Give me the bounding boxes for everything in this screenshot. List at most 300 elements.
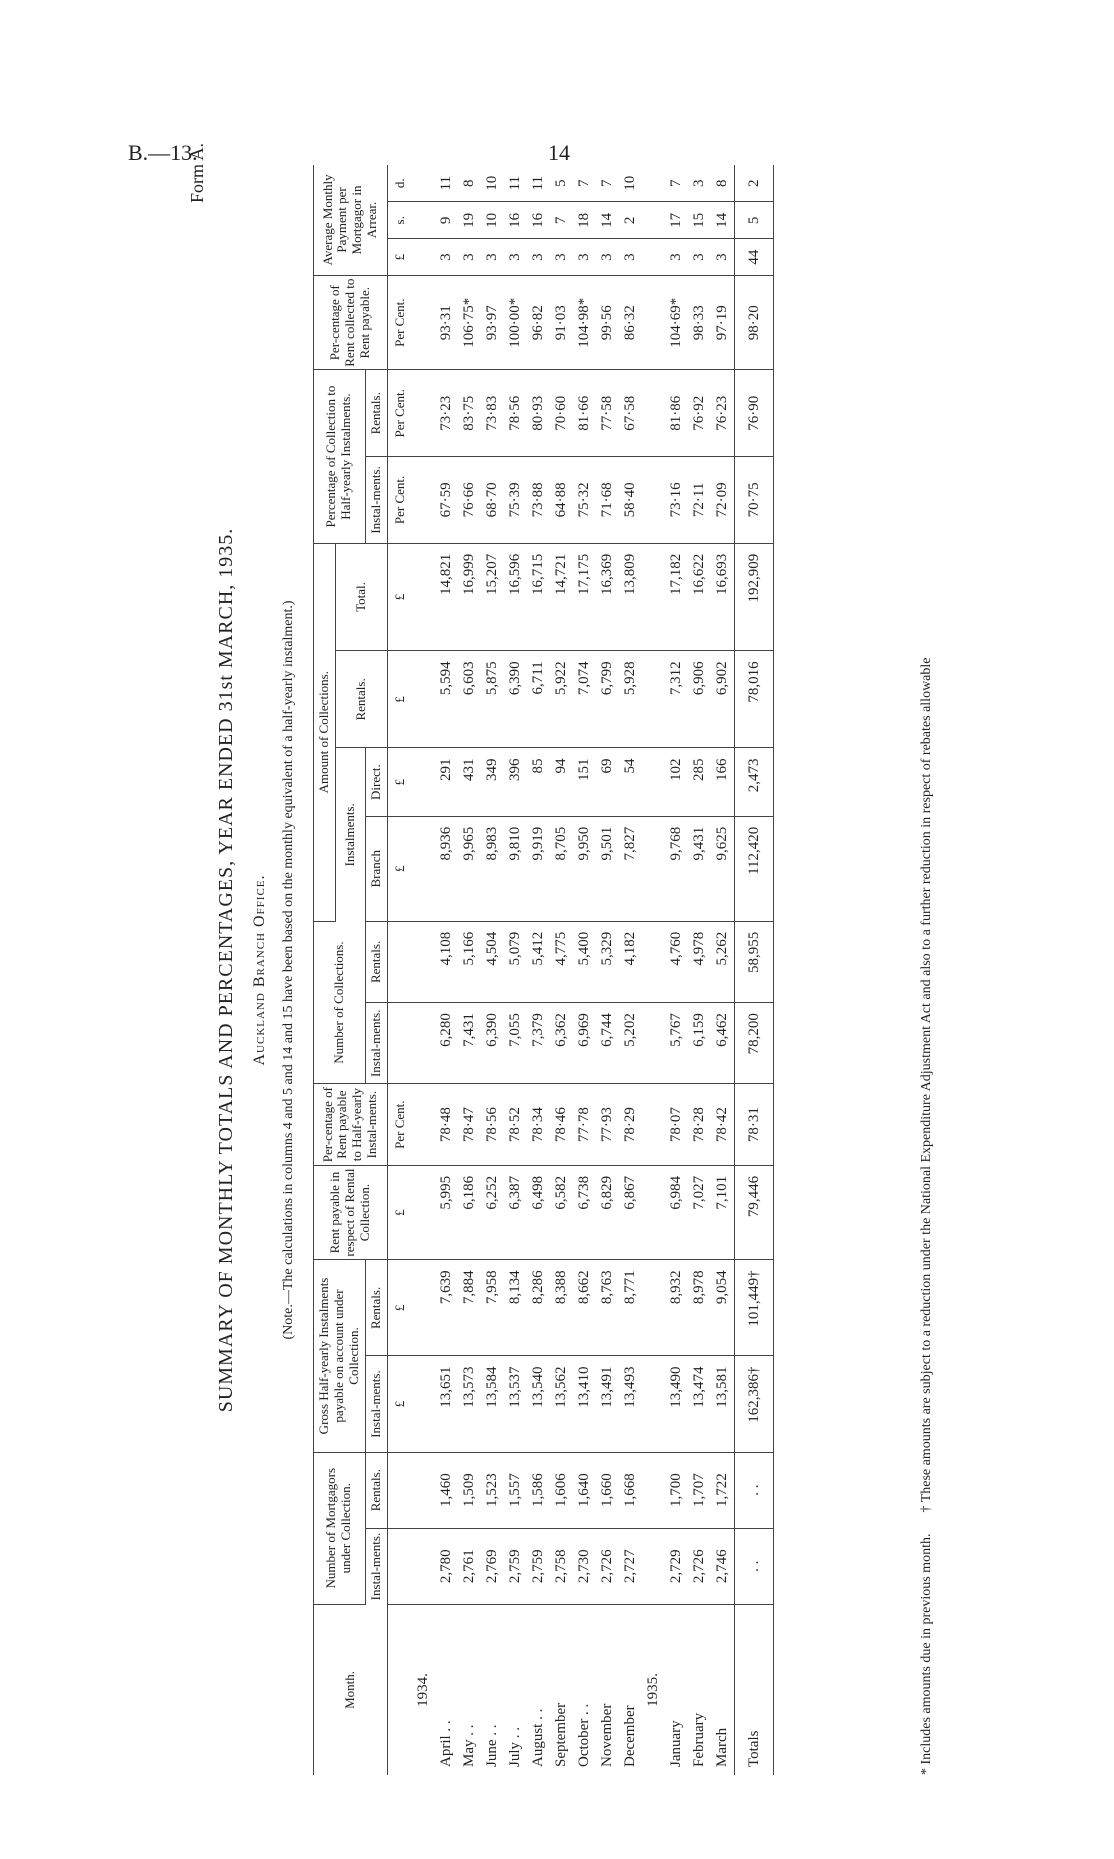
cell-mortgagors-rentals: 1,523 [481, 1452, 504, 1528]
header-average-monthly-payment: Average Monthly Payment per Mortgagor in Arrear. [314, 165, 388, 275]
cell-avg-pence: 7 [596, 165, 619, 202]
cell-direct: 166 [711, 748, 735, 816]
cell-avg-shillings: 15 [688, 202, 711, 239]
unit-pence: d. [387, 165, 412, 202]
cell-gross-instalments: 13,581 [711, 1356, 735, 1452]
cell-amount-rentals: 5,928 [619, 651, 642, 748]
cell-avg-pounds: 3 [665, 239, 688, 276]
cell-mortgagors-rentals: 1,606 [550, 1452, 573, 1528]
cell-avg-pence: 5 [550, 165, 573, 202]
cell-branch: 9,919 [527, 816, 550, 921]
cell-rent-payable: 6,984 [665, 1165, 688, 1260]
cell-rent-payable: 6,829 [596, 1165, 619, 1260]
cell-amount-total: 14,821 [435, 543, 458, 651]
unit-per-cent: Per Cent. [387, 457, 412, 544]
cell-pct-rent-collected: 91·03 [550, 275, 573, 370]
cell-mortgagors-rentals: 1,557 [504, 1452, 527, 1528]
cell-amount-total: 16,622 [688, 543, 711, 651]
cell-pct-instalments: 76·66 [458, 457, 481, 544]
cell-pct-instalments: 58·40 [619, 457, 642, 544]
cell-pct-rentals: 67·58 [619, 370, 642, 457]
cell-avg-pence: 8 [711, 165, 735, 202]
cell-avg-pounds: 3 [619, 239, 642, 276]
cell-gross-rentals: 8,932 [665, 1260, 688, 1356]
cell-amount-total: 16,369 [596, 543, 619, 651]
table-row [527, 165, 550, 1775]
cell-pct-rent-collected: 100·00* [504, 275, 527, 370]
cell-amount-rentals: 6,902 [711, 651, 735, 748]
totals-avg-pounds: 44 [734, 239, 773, 276]
cell-amount-total: 16,999 [458, 543, 481, 651]
cell-gross-rentals: 7,639 [435, 1260, 458, 1356]
cell-month: September [553, 1702, 569, 1767]
cell-pct-rent-payable: 78·48 [435, 1084, 458, 1165]
cell-mortgagors-instalments: 2,726 [596, 1528, 619, 1604]
cell-mortgagors-rentals: 1,660 [596, 1452, 619, 1528]
cell-collections-rentals: 4,108 [435, 921, 458, 1002]
cell-gross-rentals: 8,763 [596, 1260, 619, 1356]
cell-month: April . . [438, 1720, 454, 1767]
cell-mortgagors-rentals: 1,700 [665, 1452, 688, 1528]
cell-pct-instalments: 68·70 [481, 457, 504, 544]
totals-pct-rent-collected: 98·20 [734, 275, 773, 370]
cell-amount-rentals: 5,922 [550, 651, 573, 748]
cell-avg-shillings: 18 [573, 202, 596, 239]
cell-collections-rentals: 5,400 [573, 921, 596, 1002]
cell-pct-rentals: 81·66 [573, 370, 596, 457]
cell-gross-rentals: 7,958 [481, 1260, 504, 1356]
cell-pct-rentals: 73·23 [435, 370, 458, 457]
cell-mortgagors-instalments: 2,761 [458, 1528, 481, 1604]
cell-month: August . . [530, 1708, 546, 1767]
unit-per-cent: Per Cent. [387, 275, 412, 370]
cell-rent-payable: 6,867 [619, 1165, 642, 1260]
cell-pct-instalments: 73·16 [665, 457, 688, 544]
cell-month: October . . [576, 1703, 592, 1767]
year-label: 1935. [645, 1673, 661, 1707]
header-pct-collection: Percentage of Collection to Half-yearly Instalments. [314, 370, 366, 543]
cell-pct-rent-payable: 78·52 [504, 1084, 527, 1165]
cell-gross-rentals: 8,388 [550, 1260, 573, 1356]
totals-rent-payable: 79,446 [734, 1165, 773, 1260]
cell-mortgagors-instalments: 2,727 [619, 1528, 642, 1604]
cell-pct-rentals: 70·60 [550, 370, 573, 457]
totals-avg-shillings: 5 [734, 202, 773, 239]
cell-mortgagors-rentals: 1,586 [527, 1452, 550, 1528]
cell-avg-pounds: 3 [504, 239, 527, 276]
cell-gross-instalments: 13,540 [527, 1356, 550, 1452]
cell-mortgagors-rentals: 1,668 [619, 1452, 642, 1528]
header-pct-rentals: Rentals. [365, 370, 387, 457]
cell-pct-rent-payable: 78·47 [458, 1084, 481, 1165]
cell-avg-shillings: 14 [596, 202, 619, 239]
cell-avg-shillings: 19 [458, 202, 481, 239]
table-row [573, 165, 596, 1775]
cell-month: December [622, 1705, 638, 1767]
cell-avg-pence: 10 [481, 165, 504, 202]
cell-direct: 151 [573, 748, 596, 816]
header-mortgagors: Number of Mortgagors under Collection. [314, 1452, 366, 1604]
cell-pct-rentals: 83·75 [458, 370, 481, 457]
totals-amount-rentals: 78,016 [734, 651, 773, 748]
totals-label: Totals [734, 1604, 773, 1775]
unit-per-cent: Per Cent. [387, 1084, 412, 1165]
document-title: SUMMARY OF MONTHLY TOTALS AND PERCENTAGES, YEAR ENDED 31st MARCH, 1935. [215, 527, 237, 1413]
cell-amount-rentals: 7,312 [665, 651, 688, 748]
cell-collections-rentals: 4,182 [619, 921, 642, 1002]
footnote-dagger: † These amounts are subject to a reduction under the National Expenditure Adjustment Act and also to a further reduction in respect of rebates allowable [919, 657, 934, 1513]
cell-collections-rentals: 5,166 [458, 921, 481, 1002]
header-amount-of-collections: Amount of Collections. [314, 543, 336, 921]
cell-branch: 7,827 [619, 816, 642, 921]
cell-amount-total: 16,715 [527, 543, 550, 651]
header-gross-rentals: Rentals. [365, 1260, 387, 1356]
cell-gross-rentals: 8,662 [573, 1260, 596, 1356]
cell-pct-rent-payable: 78·07 [665, 1084, 688, 1165]
cell-collections-instalments: 5,202 [619, 1003, 642, 1084]
cell-pct-rentals: 80·93 [527, 370, 550, 457]
cell-branch: 9,810 [504, 816, 527, 921]
cell-collections-instalments: 5,767 [665, 1003, 688, 1084]
cell-rent-payable: 6,387 [504, 1165, 527, 1260]
cell-pct-rent-payable: 78·42 [711, 1084, 735, 1165]
cell-gross-instalments: 13,573 [458, 1356, 481, 1452]
cell-avg-pence: 11 [435, 165, 458, 202]
cell-pct-rentals: 76·92 [688, 370, 711, 457]
cell-mortgagors-instalments: 2,759 [527, 1528, 550, 1604]
cell-avg-shillings: 14 [711, 202, 735, 239]
cell-collections-instalments: 7,055 [504, 1003, 527, 1084]
cell-collections-instalments: 6,390 [481, 1003, 504, 1084]
header-collections-rentals: Rentals. [365, 921, 387, 1002]
cell-avg-pounds: 3 [596, 239, 619, 276]
cell-pct-rent-payable: 78·46 [550, 1084, 573, 1165]
cell-branch: 9,965 [458, 816, 481, 921]
totals-gross-rentals: 101,449† [734, 1260, 773, 1356]
cell-amount-rentals: 6,799 [596, 651, 619, 748]
cell-amount-total: 16,693 [711, 543, 735, 651]
cell-mortgagors-instalments: 2,746 [711, 1528, 735, 1604]
totals-amount-total: 192,909 [734, 543, 773, 651]
cell-collections-instalments: 6,159 [688, 1003, 711, 1084]
cell-direct: 285 [688, 748, 711, 816]
cell-mortgagors-instalments: 2,759 [504, 1528, 527, 1604]
cell-pct-rentals: 73·83 [481, 370, 504, 457]
cell-collections-instalments: 6,362 [550, 1003, 573, 1084]
header-pct-rent-collected: Per-centage of Rent collected to Rent payable. [314, 275, 388, 370]
cell-avg-shillings: 16 [527, 202, 550, 239]
cell-avg-pounds: 3 [527, 239, 550, 276]
cell-rent-payable: 6,582 [550, 1165, 573, 1260]
cell-avg-pounds: 3 [435, 239, 458, 276]
totals-mortgagors-instalments: . . [734, 1528, 773, 1604]
cell-avg-shillings: 17 [665, 202, 688, 239]
cell-amount-rentals: 6,603 [458, 651, 481, 748]
unit-pound: £ [387, 1260, 412, 1356]
cell-amount-rentals: 6,390 [504, 651, 527, 748]
cell-gross-rentals: 8,771 [619, 1260, 642, 1356]
cell-branch: 9,950 [573, 816, 596, 921]
cell-pct-instalments: 73·88 [527, 457, 550, 544]
cell-collections-instalments: 6,744 [596, 1003, 619, 1084]
header-pct-instalments: Instal-ments. [365, 457, 387, 544]
cell-pct-instalments: 64·88 [550, 457, 573, 544]
cell-gross-instalments: 13,537 [504, 1356, 527, 1452]
header-gross-instalments-sub: Instal-ments. [365, 1356, 387, 1452]
table-row [504, 165, 527, 1775]
cell-branch: 8,705 [550, 816, 573, 921]
cell-gross-instalments: 13,410 [573, 1356, 596, 1452]
footnotes [919, 165, 935, 1775]
table-row [711, 165, 735, 1775]
cell-direct: 69 [596, 748, 619, 816]
cell-rent-payable: 5,995 [435, 1165, 458, 1260]
cell-collections-rentals: 5,262 [711, 921, 735, 1002]
cell-mortgagors-rentals: 1,509 [458, 1452, 481, 1528]
table-row [665, 165, 688, 1775]
summary-table [313, 165, 774, 1775]
cell-mortgagors-instalments: 2,730 [573, 1528, 596, 1604]
totals-pct-instalments: 70·75 [734, 457, 773, 544]
cell-avg-pounds: 3 [688, 239, 711, 276]
cell-collections-rentals: 4,775 [550, 921, 573, 1002]
header-pct-rent-payable: Per-centage of Rent payable to Half-yearly Instal-ments. [314, 1084, 388, 1165]
cell-avg-pence: 11 [504, 165, 527, 202]
cell-pct-rent-collected: 104·98* [573, 275, 596, 370]
totals-mortgagors-rentals: . . [734, 1452, 773, 1528]
cell-mortgagors-rentals: 1,460 [435, 1452, 458, 1528]
totals-collections-instalments: 78,200 [734, 1003, 773, 1084]
cell-pct-rent-collected: 98·33 [688, 275, 711, 370]
cell-direct: 349 [481, 748, 504, 816]
cell-mortgagors-instalments: 2,729 [665, 1528, 688, 1604]
cell-pct-rent-collected: 97·19 [711, 275, 735, 370]
header-month: Month. [314, 1604, 388, 1775]
unit-pound: £ [387, 543, 412, 651]
totals-pct-rentals: 76·90 [734, 370, 773, 457]
cell-branch: 9,431 [688, 816, 711, 921]
cell-gross-rentals: 7,884 [458, 1260, 481, 1356]
cell-collections-instalments: 6,280 [435, 1003, 458, 1084]
header-amount-rentals: Rentals. [335, 651, 387, 748]
cell-avg-pounds: 3 [573, 239, 596, 276]
cell-branch: 9,501 [596, 816, 619, 921]
cell-pct-rent-collected: 93·97 [481, 275, 504, 370]
cell-pct-rent-payable: 77·78 [573, 1084, 596, 1165]
footnote-star: * Includes amounts due in previous month. [919, 1533, 934, 1775]
cell-avg-shillings: 2 [619, 202, 642, 239]
totals-row [734, 165, 773, 1775]
cell-month: February [691, 1712, 707, 1767]
document-subtitle: Auckland Branch Office. [251, 874, 268, 1066]
table-row [435, 165, 458, 1775]
cell-gross-instalments: 13,474 [688, 1356, 711, 1452]
table-row [481, 165, 504, 1775]
cell-pct-rent-payable: 78·34 [527, 1084, 550, 1165]
cell-direct: 396 [504, 748, 527, 816]
unit-pound: £ [387, 239, 412, 276]
cell-pct-rent-collected: 96·82 [527, 275, 550, 370]
cell-gross-rentals: 8,286 [527, 1260, 550, 1356]
cell-branch: 9,768 [665, 816, 688, 921]
cell-amount-total: 16,596 [504, 543, 527, 651]
unit-pound: £ [387, 748, 412, 816]
cell-collections-rentals: 5,329 [596, 921, 619, 1002]
cell-collections-rentals: 5,412 [527, 921, 550, 1002]
table-row [458, 165, 481, 1775]
header-amount-total: Total. [335, 543, 387, 651]
calculation-note: (Note.—The calculations in columns 4 and 5 and 14 and 15 have been based on the monthly equivalent of a half-yearly instalment.) [281, 600, 296, 1340]
cell-avg-pounds: 3 [711, 239, 735, 276]
cell-month: June . . [484, 1724, 500, 1767]
cell-pct-rent-collected: 99·56 [596, 275, 619, 370]
cell-avg-pence: 10 [619, 165, 642, 202]
cell-pct-rentals: 76·23 [711, 370, 735, 457]
cell-mortgagors-instalments: 2,726 [688, 1528, 711, 1604]
cell-mortgagors-rentals: 1,707 [688, 1452, 711, 1528]
header-number-of-collections: Number of Collections. [314, 921, 366, 1084]
cell-mortgagors-rentals: 1,722 [711, 1452, 735, 1528]
cell-gross-instalments: 13,584 [481, 1356, 504, 1452]
cell-branch: 9,625 [711, 816, 735, 921]
header-rent-payable: Rent payable in respect of Rental Collection. [314, 1165, 388, 1260]
cell-amount-rentals: 5,875 [481, 651, 504, 748]
cell-avg-shillings: 10 [481, 202, 504, 239]
cell-pct-rent-collected: 106·75* [458, 275, 481, 370]
cell-mortgagors-rentals: 1,640 [573, 1452, 596, 1528]
year-row [642, 165, 665, 1775]
unit-pound: £ [387, 1356, 412, 1452]
table-row [550, 165, 573, 1775]
table-row [688, 165, 711, 1775]
table-row [596, 165, 619, 1775]
cell-avg-pence: 8 [458, 165, 481, 202]
cell-pct-rent-collected: 93·31 [435, 275, 458, 370]
cell-gross-instalments: 13,493 [619, 1356, 642, 1452]
unit-pound: £ [387, 1165, 412, 1260]
header-mortgagors-rentals: Rentals. [365, 1452, 387, 1528]
cell-gross-rentals: 9,054 [711, 1260, 735, 1356]
cell-rent-payable: 6,186 [458, 1165, 481, 1260]
totals-branch: 112,420 [734, 816, 773, 921]
year-label: 1934. [415, 1673, 431, 1707]
cell-amount-rentals: 6,906 [688, 651, 711, 748]
cell-amount-total: 17,182 [665, 543, 688, 651]
cell-avg-shillings: 9 [435, 202, 458, 239]
page-reference-left: B.—13. [128, 140, 198, 165]
totals-collections-rentals: 58,955 [734, 921, 773, 1002]
cell-rent-payable: 6,498 [527, 1165, 550, 1260]
cell-rent-payable: 7,027 [688, 1165, 711, 1260]
totals-gross-instalments: 162,386† [734, 1356, 773, 1452]
cell-direct: 102 [665, 748, 688, 816]
cell-pct-instalments: 72·11 [688, 457, 711, 544]
page-number: 14 [548, 140, 570, 165]
cell-amount-rentals: 6,711 [527, 651, 550, 748]
cell-gross-instalments: 13,490 [665, 1356, 688, 1452]
cell-direct: 291 [435, 748, 458, 816]
cell-avg-shillings: 7 [550, 202, 573, 239]
totals-pct-rent-payable: 78·31 [734, 1084, 773, 1165]
form-label: Form A. [187, 143, 207, 204]
header-branch: Branch [365, 816, 387, 921]
cell-avg-pounds: 3 [550, 239, 573, 276]
cell-pct-instalments: 75·32 [573, 457, 596, 544]
cell-gross-rentals: 8,134 [504, 1260, 527, 1356]
cell-branch: 8,936 [435, 816, 458, 921]
unit-pound: £ [387, 651, 412, 748]
cell-avg-pence: 7 [573, 165, 596, 202]
cell-direct: 94 [550, 748, 573, 816]
cell-month: November [599, 1703, 615, 1767]
cell-collections-instalments: 6,462 [711, 1003, 735, 1084]
cell-rent-payable: 7,101 [711, 1165, 735, 1260]
cell-pct-rent-collected: 104·69* [665, 275, 688, 370]
unit-pound: £ [387, 816, 412, 921]
cell-pct-rent-collected: 86·32 [619, 275, 642, 370]
cell-collections-instalments: 7,379 [527, 1003, 550, 1084]
totals-avg-pence: 2 [734, 165, 773, 202]
cell-direct: 54 [619, 748, 642, 816]
cell-pct-instalments: 67·59 [435, 457, 458, 544]
year-row [412, 165, 435, 1775]
header-instalments-group: Instalments. [335, 748, 365, 921]
header-collections-instalments: Instal-ments. [365, 1003, 387, 1084]
cell-direct: 85 [527, 748, 550, 816]
cell-collections-instalments: 7,431 [458, 1003, 481, 1084]
cell-rent-payable: 6,252 [481, 1165, 504, 1260]
header-mortgagors-instalments: Instal-ments. [365, 1528, 387, 1604]
cell-gross-rentals: 8,978 [688, 1260, 711, 1356]
cell-pct-rentals: 77·58 [596, 370, 619, 457]
cell-pct-rentals: 81·86 [665, 370, 688, 457]
header-direct: Direct. [365, 748, 387, 816]
cell-branch: 8,983 [481, 816, 504, 921]
cell-amount-total: 13,809 [619, 543, 642, 651]
cell-amount-total: 15,207 [481, 543, 504, 651]
cell-direct: 431 [458, 748, 481, 816]
cell-pct-rent-payable: 78·28 [688, 1084, 711, 1165]
cell-collections-instalments: 6,969 [573, 1003, 596, 1084]
cell-amount-rentals: 5,594 [435, 651, 458, 748]
unit-shilling: s. [387, 202, 412, 239]
cell-avg-pounds: 3 [458, 239, 481, 276]
cell-avg-shillings: 16 [504, 202, 527, 239]
cell-collections-rentals: 5,079 [504, 921, 527, 1002]
cell-month: March [714, 1727, 730, 1767]
cell-mortgagors-instalments: 2,780 [435, 1528, 458, 1604]
cell-avg-pounds: 3 [481, 239, 504, 276]
cell-avg-pence: 11 [527, 165, 550, 202]
header-gross-instalments: Gross Half-yearly Instalments payable on account under Collection. [314, 1260, 366, 1452]
cell-pct-rent-payable: 78·56 [481, 1084, 504, 1165]
cell-amount-rentals: 7,074 [573, 651, 596, 748]
table-row [619, 165, 642, 1775]
cell-pct-instalments: 71·68 [596, 457, 619, 544]
cell-month: January [668, 1720, 684, 1767]
cell-rent-payable: 6,738 [573, 1165, 596, 1260]
cell-gross-instalments: 13,651 [435, 1356, 458, 1452]
units-row [387, 165, 412, 1775]
cell-gross-instalments: 13,562 [550, 1356, 573, 1452]
cell-mortgagors-instalments: 2,769 [481, 1528, 504, 1604]
cell-pct-instalments: 75·39 [504, 457, 527, 544]
cell-pct-instalments: 72·09 [711, 457, 735, 544]
cell-amount-total: 17,175 [573, 543, 596, 651]
cell-avg-pence: 3 [688, 165, 711, 202]
cell-mortgagors-instalments: 2,758 [550, 1528, 573, 1604]
unit-per-cent: Per Cent. [387, 370, 412, 457]
